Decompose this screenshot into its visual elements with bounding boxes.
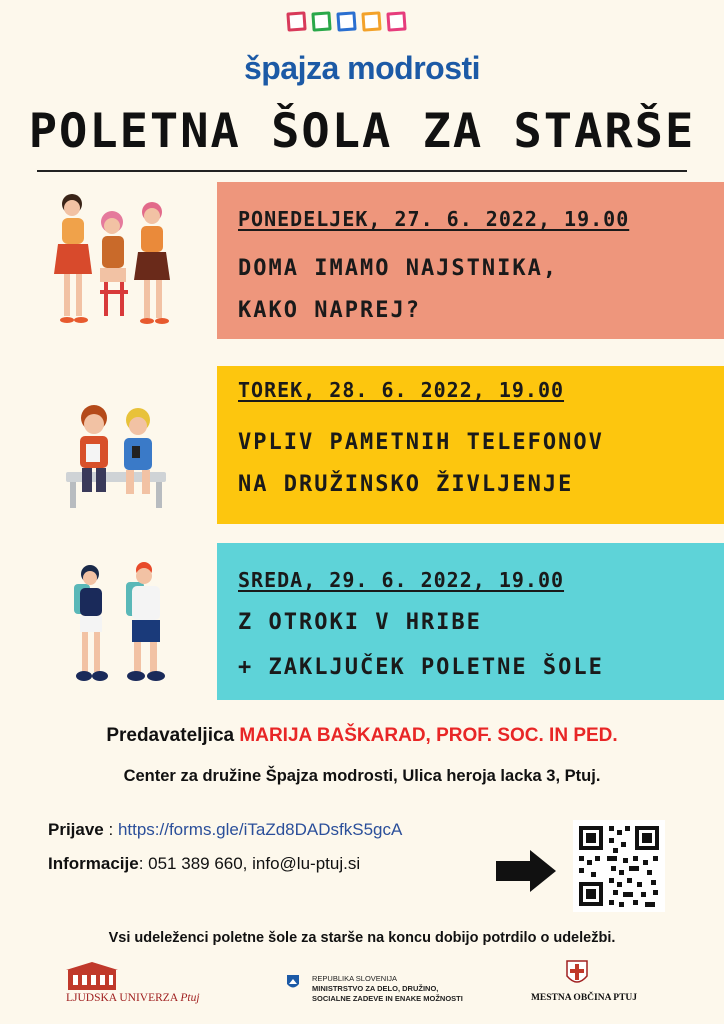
- lu-city: Ptuj: [180, 992, 200, 1004]
- ministry-logo: [286, 974, 466, 1014]
- page-title: POLETNA ŠOLA ZA STARŠE: [28, 104, 696, 159]
- children-on-bench-illustration: [62, 400, 172, 515]
- lecturer-label: Predavateljica: [106, 725, 235, 746]
- event-1-topic-line2: KAKO NAPREJ?: [238, 298, 421, 323]
- registration-label: Prijave: [48, 820, 104, 839]
- event-2-topic-line1: VPLIV PAMETNIH TELEFONOV: [238, 430, 604, 455]
- logo-square-orange: [361, 11, 381, 31]
- teen-right: [134, 202, 170, 324]
- event-1-panel: [217, 182, 724, 339]
- qr-code-icon[interactable]: [573, 820, 665, 912]
- title-divider: [37, 170, 687, 172]
- event-2-panel: [217, 366, 724, 524]
- teen-middle: [100, 211, 128, 316]
- event-3-panel: [217, 543, 724, 700]
- event-3-topic-line1: Z OTROKI V HRIBE: [238, 610, 482, 635]
- hiker-man: [126, 562, 165, 681]
- logo-square-pink: [386, 11, 406, 31]
- lu-name: LJUDSKA UNIVERZA: [66, 992, 178, 1004]
- mestna-obcina-ptuj-logo: [524, 960, 644, 1010]
- lecturer-line: [0, 725, 724, 747]
- ptuj-coat-of-arms-icon: [566, 960, 588, 988]
- certificate-note: Vsi udeleženci poletne šole za starše na koncu dobijo potrdilo o udeležbi.: [108, 930, 616, 946]
- info-line: [48, 854, 360, 874]
- brand-name: špajza modrosti: [243, 50, 481, 86]
- arrow-right-icon: [496, 850, 558, 892]
- brand-squares-logo: [287, 12, 417, 36]
- registration-line: [48, 820, 402, 840]
- building-logo-icon: [64, 962, 120, 992]
- registration-separator: :: [103, 820, 118, 839]
- info-value: : 051 389 660, info@lu-ptuj.si: [138, 854, 361, 873]
- lecturer-name: MARIJA BAŠKARAD, PROF. SOC. IN PED.: [239, 725, 618, 746]
- teenagers-illustration: [42, 190, 192, 335]
- logo-square-green: [311, 11, 331, 31]
- hiker-woman: [74, 565, 108, 681]
- event-3-topic-line2: + ZAKLJUČEK POLETNE ŠOLE: [238, 655, 604, 680]
- municipality-name: MESTNA OBČINA PTUJ: [530, 993, 638, 1003]
- event-1-topic-line1: DOMA IMAMO NAJSTNIKA,: [238, 256, 559, 281]
- info-label: Informacije: [48, 854, 139, 873]
- event-3-date: SREDA, 29. 6. 2022, 19.00: [238, 568, 565, 592]
- ljudska-univerza-logo: [64, 962, 224, 1012]
- event-2-date: TOREK, 28. 6. 2022, 19.00: [238, 378, 565, 402]
- venue-address: Center za družine Špajza modrosti, Ulica heroja lacka 3, Ptuj.: [123, 767, 601, 785]
- event-1-date: PONEDELJEK, 27. 6. 2022, 19.00: [238, 207, 630, 231]
- ministry-line-2: MINISTRSTVO ZA DELO, DRUŽINO,: [312, 984, 439, 993]
- ministry-line-3: SOCIALNE ZADEVE IN ENAKE MOŽNOSTI: [312, 994, 463, 1003]
- registration-link[interactable]: https://forms.gle/iTaZd8DADsfkS5gcA: [117, 820, 403, 839]
- event-2-topic-line2: NA DRUŽINSKO ŽIVLJENJE: [238, 472, 574, 497]
- logo-square-red: [286, 11, 306, 31]
- teen-left: [54, 194, 92, 323]
- ministry-line-1: REPUBLIKA SLOVENIJA: [312, 974, 398, 983]
- logo-square-blue: [336, 11, 356, 31]
- slovenia-coat-of-arms-icon: [286, 974, 300, 992]
- hikers-illustration: [64, 562, 184, 690]
